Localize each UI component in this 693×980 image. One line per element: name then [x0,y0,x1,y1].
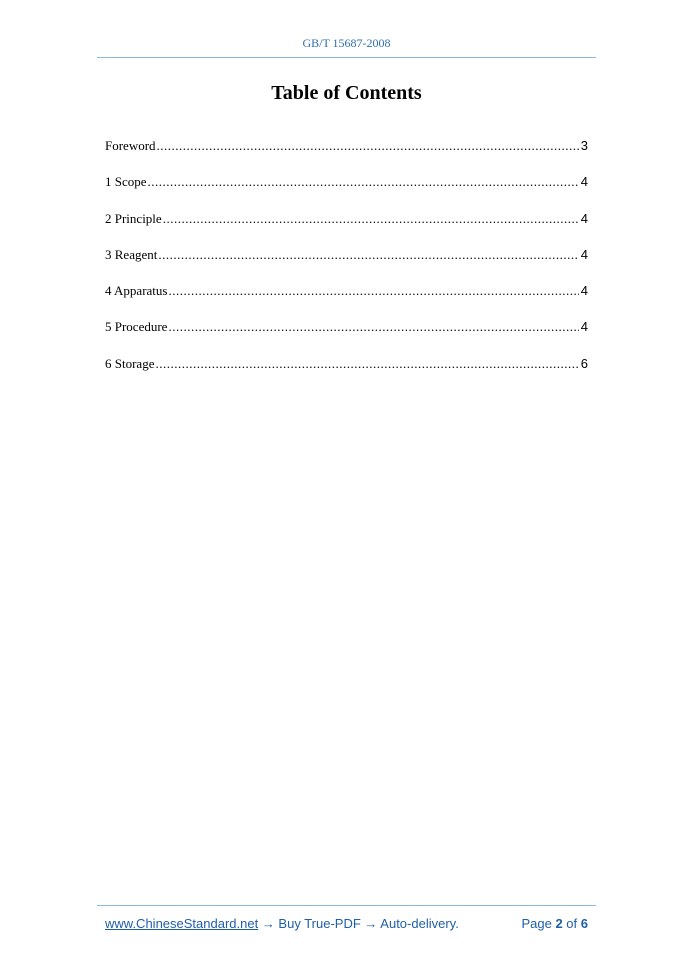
toc-title: Table of Contents [271,82,422,104]
standard-code-header: GB/T 15687-2008 [302,36,391,50]
footer-promo [105,916,459,931]
page-footer [105,916,588,934]
toc-entry-label: 6 Storage [105,355,155,371]
toc-entry-scope[interactable] [105,174,588,210]
footer-divider [97,905,596,906]
total-pages-number: 6 [580,916,588,931]
toc-entry-label: 1 Scope [105,174,147,190]
toc-entry-page: 4 [580,210,588,226]
toc-entry-apparatus[interactable] [105,283,588,319]
toc-entry-foreword[interactable] [105,138,588,174]
page-word: Page [521,916,552,931]
toc-dot-leader [163,211,579,227]
toc-entry-reagent[interactable] [105,247,588,283]
toc-entry-procedure[interactable] [105,319,588,355]
toc-dot-leader [158,247,578,263]
toc-entry-label: Foreword [105,138,156,153]
toc-entry-label: 2 Principle [105,210,162,226]
current-page-number: 2 [555,916,563,931]
of-word: of [566,916,578,931]
toc-entry-label: 4 Apparatus [105,283,168,299]
toc-entry-storage[interactable] [105,356,588,392]
toc-dot-leader [148,174,579,190]
toc-entry-page: 4 [580,174,588,190]
toc-entry-page: 4 [580,319,588,335]
toc-entry-label: 3 Reagent [105,246,158,262]
toc-entry-page: 3 [580,138,588,153]
toc-dot-leader [168,319,578,335]
toc-entry-page: 6 [580,355,588,371]
header-divider [97,57,596,58]
toc-entry-page: 4 [580,246,588,262]
toc-dot-leader [155,356,578,372]
chinesestandard-link[interactable]: www.ChineseStandard.net [105,916,259,931]
page-counter [521,916,588,931]
footer-tagline: → Buy True-PDF → Auto-delivery. [258,916,459,931]
toc-entry-principle[interactable] [105,211,588,247]
toc-dot-leader [157,138,579,154]
toc-list [105,138,588,392]
toc-entry-page: 4 [580,283,588,299]
toc-entry-label: 5 Procedure [105,319,168,335]
toc-dot-leader [168,283,578,299]
